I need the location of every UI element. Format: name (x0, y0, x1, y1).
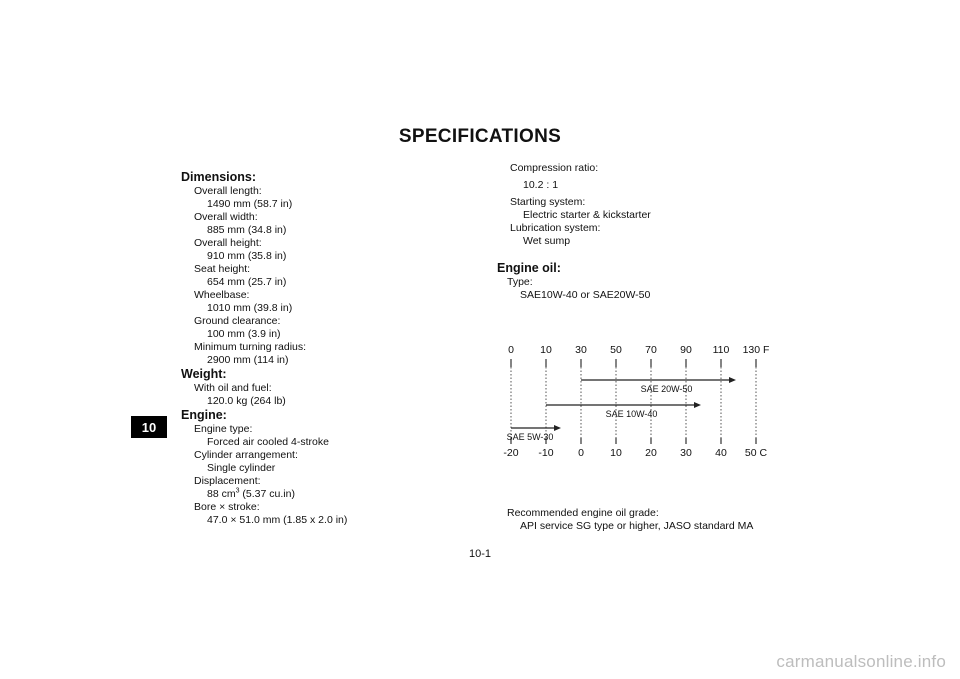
fahrenheit-label: 10 (540, 344, 552, 356)
overall-height-label: Overall height: (194, 237, 262, 249)
bore-value: 47.0 × 51.0 mm (1.85 x 2.0 in) (207, 514, 348, 526)
displacement-value-unit: (5.37 cu.in) (239, 488, 295, 500)
displacement-label: Displacement: (194, 475, 261, 487)
celsius-label: 50 C (744, 447, 768, 459)
displacement-value (181, 488, 441, 501)
overall-length-value: 1490 mm (58.7 in) (207, 198, 293, 210)
cylinder-value: Single cylinder (207, 462, 276, 474)
displacement-value-main: 88 cm (207, 488, 236, 500)
seat-height-label: Seat height: (194, 263, 251, 275)
overall-width-value: 885 mm (34.8 in) (207, 224, 287, 236)
celsius-label: 40 (715, 447, 727, 459)
fahrenheit-label: 130 F (742, 344, 770, 356)
fahrenheit-label: 90 (680, 344, 692, 356)
page-title: SPECIFICATIONS (398, 126, 562, 147)
seat-height-value: 654 mm (25.7 in) (207, 276, 287, 288)
grade-range-arrow (694, 402, 701, 408)
fahrenheit-label: 0 (508, 344, 514, 356)
right-column (497, 162, 817, 302)
engine-type-value: Forced air cooled 4-stroke (207, 436, 329, 448)
oil-grade-block (507, 507, 827, 533)
starting-value: Electric starter & kickstarter (523, 209, 651, 221)
grade-label: SAE 10W-40 (605, 409, 658, 419)
celsius-label: 20 (645, 447, 657, 459)
grade-range-arrow (554, 425, 561, 431)
compression-label: Compression ratio: (510, 162, 599, 174)
overall-length-label: Overall length: (194, 185, 262, 197)
grade-label: SAE 5W-30 (506, 432, 554, 442)
lubrication-label: Lubrication system: (510, 222, 601, 234)
celsius-label: 30 (680, 447, 692, 459)
fahrenheit-label: 30 (575, 344, 587, 356)
fahrenheit-label: 70 (645, 344, 657, 356)
page-number: 10-1 (468, 548, 492, 560)
celsius-label: -20 (503, 447, 519, 459)
fahrenheit-label: 50 (610, 344, 622, 356)
engine-heading: Engine: (181, 408, 227, 422)
oil-viscosity-chart (500, 340, 770, 460)
dimensions-heading: Dimensions: (181, 170, 257, 184)
grade-range-arrow (729, 377, 736, 383)
overall-width-label: Overall width: (194, 211, 258, 223)
celsius-label: 10 (610, 447, 622, 459)
left-column (181, 170, 441, 527)
ground-clearance-value: 100 mm (3.9 in) (207, 328, 281, 340)
oil-viscosity-svg (500, 340, 770, 465)
celsius-label: -10 (538, 447, 554, 459)
lubrication-value: Wet sump (523, 235, 571, 247)
cylinder-label: Cylinder arrangement: (194, 449, 298, 461)
oil-type-label: Type: (507, 276, 533, 288)
oil-grade-value: API service SG type or higher, JASO standard MA (520, 520, 754, 532)
turning-radius-value: 2900 mm (114 in) (207, 354, 289, 366)
fahrenheit-label: 110 (712, 344, 730, 356)
weight-value: 120.0 kg (264 lb) (207, 395, 286, 407)
bore-label: Bore × stroke: (194, 501, 260, 513)
celsius-label: 0 (578, 447, 584, 459)
engine-type-label: Engine type: (194, 423, 253, 435)
watermark-text: carmanualsonline.info (776, 652, 946, 671)
weight-heading: Weight: (181, 367, 227, 381)
ground-clearance-label: Ground clearance: (194, 315, 281, 327)
oil-type-value: SAE10W-40 or SAE20W-50 (520, 289, 651, 301)
compression-value: 10.2 : 1 (523, 179, 559, 191)
displacement-value-sup: 3 (235, 487, 240, 495)
wheelbase-value: 1010 mm (39.8 in) (207, 302, 293, 314)
wheelbase-label: Wheelbase: (194, 289, 250, 301)
grade-label: SAE 20W-50 (640, 384, 693, 394)
oil-grade-label: Recommended engine oil grade: (507, 507, 659, 519)
turning-radius-label: Minimum turning radius: (194, 341, 307, 353)
overall-height-value: 910 mm (35.8 in) (207, 250, 287, 262)
engine-oil-heading: Engine oil: (497, 261, 561, 275)
weight-label: With oil and fuel: (194, 382, 272, 394)
starting-label: Starting system: (510, 196, 586, 208)
chapter-tab: 10 (131, 416, 167, 438)
